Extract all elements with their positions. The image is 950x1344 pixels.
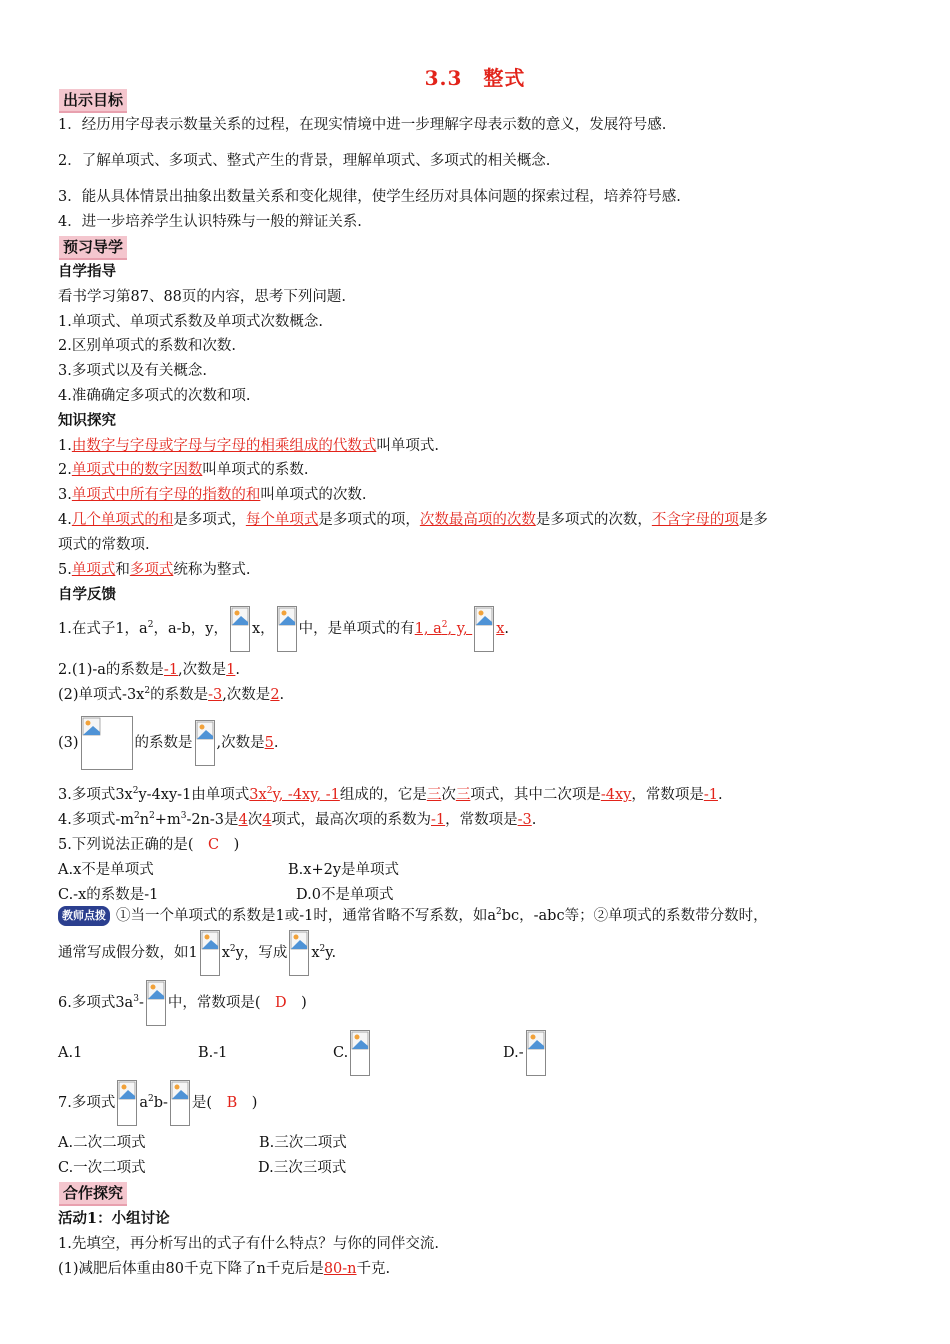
knowledge-item-2: 2.单项式中的数字因数叫单项式的系数. (58, 462, 309, 478)
option-b: B.x+2y是单项式 (288, 862, 400, 878)
broken-image-icon (195, 720, 215, 766)
option-c: C. (333, 1030, 372, 1076)
section-goals: 出示目标 (59, 89, 127, 113)
self-study-intro: 看书学习第87、88页的内容，思考下列问题. (58, 289, 347, 305)
feedback-q5: 5.下列说法正确的是( C ) (58, 837, 240, 853)
knowledge-item-1: 1.由数字与字母或字母与字母的相乘组成的代数式叫单项式. (58, 438, 439, 454)
feedback-q6: 6.多项式$3a^3-$ 中，常数项是( D ) (58, 980, 307, 1026)
broken-image-icon (146, 980, 166, 1026)
answer: 1, $a^2$, y, (414, 620, 473, 637)
answer: 单项式中所有字母的指数的和 (71, 487, 261, 503)
answer: 三 (455, 787, 471, 803)
teacher-tip: 教师点拨 ①当一个单项式的系数是1或-1时，通常省略不写系数，如$a^2bc$，-abc等；②单项式的系数带分数时， (58, 906, 768, 926)
option-c: C.一次二项式 (58, 1160, 146, 1176)
option-a: A.1 (58, 1045, 83, 1061)
answer: 4 (238, 812, 248, 828)
self-study-item: 4.准确确定多项式的次数和项. (58, 388, 251, 404)
broken-image-icon (474, 606, 494, 652)
option-a: A.x不是单项式 (58, 862, 154, 878)
broken-image-icon (277, 606, 297, 652)
option-d: D.三次三项式 (258, 1160, 347, 1176)
teacher-tip-badge: 教师点拨 (58, 906, 110, 926)
self-study-heading: 自学指导 (58, 263, 116, 280)
self-study-item: 2.区别单项式的系数和次数. (58, 338, 236, 354)
broken-image-icon (289, 930, 309, 976)
feedback-q2-3: (3) 的系数是 ,次数是5. (58, 716, 279, 770)
answer: 由数字与字母或字母与字母的相乘组成的代数式 (71, 438, 377, 454)
answer: 几个单项式的和 (71, 512, 174, 528)
feedback-q2-2: (2)单项式$-3x^2$的系数是-3,次数是2. (58, 686, 285, 703)
answer: -1 (703, 787, 718, 803)
answer: x (496, 621, 505, 637)
option-d: D.- (503, 1030, 548, 1076)
knowledge-item-5: 5.单项式和多项式统称为整式. (58, 562, 251, 578)
section-preview: 预习导学 (59, 236, 127, 260)
activity-line-2: (1)减肥后体重由80千克下降了n千克后是80-n千克. (58, 1261, 391, 1277)
feedback-q4: 4.多项式$-m^2n^2+m^3-2n-3$是4次4项式，最高次项的系数为-1，常数项是-3. (58, 811, 537, 828)
broken-image-icon (350, 1030, 370, 1076)
activity-line-1: 1.先填空，再分析写出的式子有什么特点？与你的同伴交流. (58, 1236, 439, 1252)
goal-3: 3．能从具体情景出抽象出数量关系和变化规律，使学生经历对具体问题的探索过程，培养符号感. (58, 189, 681, 205)
answer: 80-n (323, 1261, 357, 1277)
section-coop: 合作探究 (59, 1182, 127, 1206)
answer: 三 (426, 787, 442, 803)
answer: 次数最高项的次数 (419, 512, 536, 528)
feedback-q1: 1.在式子1，$a^2$，a-b，y， x， 中，是单项式的有1, $a^2$, y, x. (58, 606, 509, 652)
self-study-item: 1.单项式、单项式系数及单项式次数概念. (58, 314, 323, 330)
broken-image-icon (200, 930, 220, 976)
broken-image-icon (170, 1080, 190, 1126)
answer: -1 (163, 662, 179, 678)
self-study-item: 3.多项式以及有关概念. (58, 363, 207, 379)
answer: 2 (270, 687, 280, 703)
knowledge-item-4: 4.几个单项式的和是多项式，每个单项式是多项式的项，次数最高项的次数是多项式的次数，不含字母的项是多 (58, 512, 768, 528)
answer: -1 (431, 812, 446, 828)
teacher-tip-line2: 通常写成假分数，如1 $x^2y$，写成 $x^2y$. (58, 930, 336, 976)
answer: 多项式 (129, 562, 174, 578)
broken-image-icon (117, 1080, 137, 1126)
answer: 单项式中的数字因数 (71, 462, 203, 478)
answer: B (226, 1095, 238, 1111)
goal-2: 2．了解单项式、多项式、整式产生的背景，理解单项式、多项式的相关概念. (58, 153, 551, 169)
answer: 5 (264, 735, 274, 751)
answer: 1 (226, 662, 236, 678)
knowledge-item-3: 3.单项式中所有字母的指数的和叫单项式的次数. (58, 487, 367, 503)
answer: 每个单项式 (245, 512, 319, 528)
answer: 单项式 (71, 562, 116, 578)
option-d: D.0不是单项式 (296, 887, 394, 903)
goal-4: 4．进一步培养学生认识特殊与一般的辩证关系. (58, 214, 362, 230)
answer: C (208, 837, 220, 853)
answer: 不含字母的项 (651, 512, 739, 528)
answer: -3 (208, 687, 223, 703)
option-a: A.二次二项式 (58, 1135, 146, 1151)
broken-image-icon (230, 606, 250, 652)
answer: D (275, 995, 287, 1011)
knowledge-heading: 知识探究 (58, 412, 116, 429)
goal-1: 1．经历用字母表示数量关系的过程，在现实情境中进一步理解字母表示数的意义，发展符号感. (58, 117, 667, 133)
answer: -3 (517, 812, 532, 828)
option-b: B.-1 (198, 1045, 228, 1061)
broken-image-icon (81, 716, 133, 770)
broken-image-icon (526, 1030, 546, 1076)
feedback-heading: 自学反馈 (58, 586, 116, 603)
feedback-q2-1: 2.(1)-a的系数是-1,次数是1. (58, 662, 240, 678)
option-c: C.-x的系数是-1 (58, 887, 159, 903)
feedback-q7: 7.多项式 $a^2b-$ 是( B ) (58, 1080, 257, 1126)
page-title: 3.3 整式 (424, 66, 526, 90)
answer: -4xy (600, 787, 632, 803)
answer: $3x^2y$, -4xy, -1 (249, 786, 340, 803)
knowledge-item-4-cont: 项式的常数项. (58, 537, 150, 553)
feedback-q3: 3.多项式$3x^2y-4xy-1$由单项式$3x^2y$, -4xy, -1组成的，它是三次三项式，其中二次项是-4xy，常数项是-1. (58, 786, 723, 803)
activity-heading: 活动1：小组讨论 (58, 1210, 170, 1227)
option-b: B.三次二项式 (259, 1135, 347, 1151)
answer: 4 (262, 812, 272, 828)
